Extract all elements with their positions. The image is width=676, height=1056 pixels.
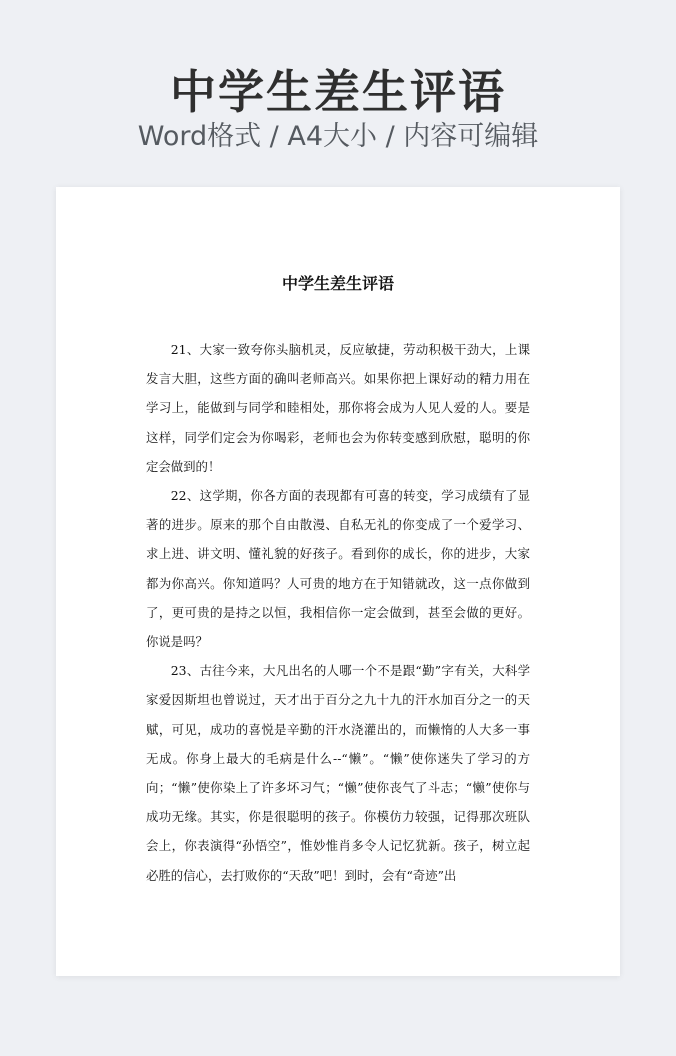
comment-paragraph-22: 22、这学期，你各方面的表现都有可喜的转变，学习成绩有了显著的进步。原来的那个自由散漫、自私无礼的你变成了一个爱学习、求上进、讲文明、懂礼貌的好孩子。看到你的成长，你的进步，大家都为你高兴。你知道吗？人可贵的地方在于知错就改，这一点你做到了，更可贵的是持之以恒，我相信你一定会做到，甚至会做的更好。你说是吗？ [146,488,530,650]
banner-title: 中学生差生评语 [170,65,506,119]
comment-paragraph-21: 21、大家一致夸你头脑机灵，反应敏捷，劳动积极干劲大，上课发言大胆，这些方面的确叫老师高兴。如果你把上课好动的精力用在学习上，能做到与同学和睦相处，那你将会成为人见人爱的人。要是这样，同学们定会为你喝彩，老师也会为你转变感到欣慰，聪明的你定会做到的！ [146,342,530,474]
document-title: 中学生差生评语 [281,274,394,293]
banner-subtitle: Word格式 / A4大小 / 内容可编辑 [137,121,539,152]
document-body [146,335,530,890]
document-page [56,187,620,976]
comment-paragraph-23: 23、古往今来，大凡出名的人哪一个不是跟“勤”字有关，大科学家爱因斯坦也曾说过，天才出于百分之九十九的汗水加百分之一的天赋，可见，成功的喜悦是辛勤的汗水浇灌出的，而懒惰的人大多一事无成。你身上最大的毛病是什么--“懒”。“懒”使你迷失了学习的方向；“懒”使你染上了许多坏习气；“懒”使你丧气了斗志；“懒”使你与成功无缘。其实，你是很聪明的孩子。你模仿力较强，记得那次班队会上，你表演得“孙悟空”，惟妙惟肖多令人记忆犹新。孩子，树立起必胜的信心，去打败你的“天敌”吧！到时，会有“奇迹”出 [146,663,530,883]
